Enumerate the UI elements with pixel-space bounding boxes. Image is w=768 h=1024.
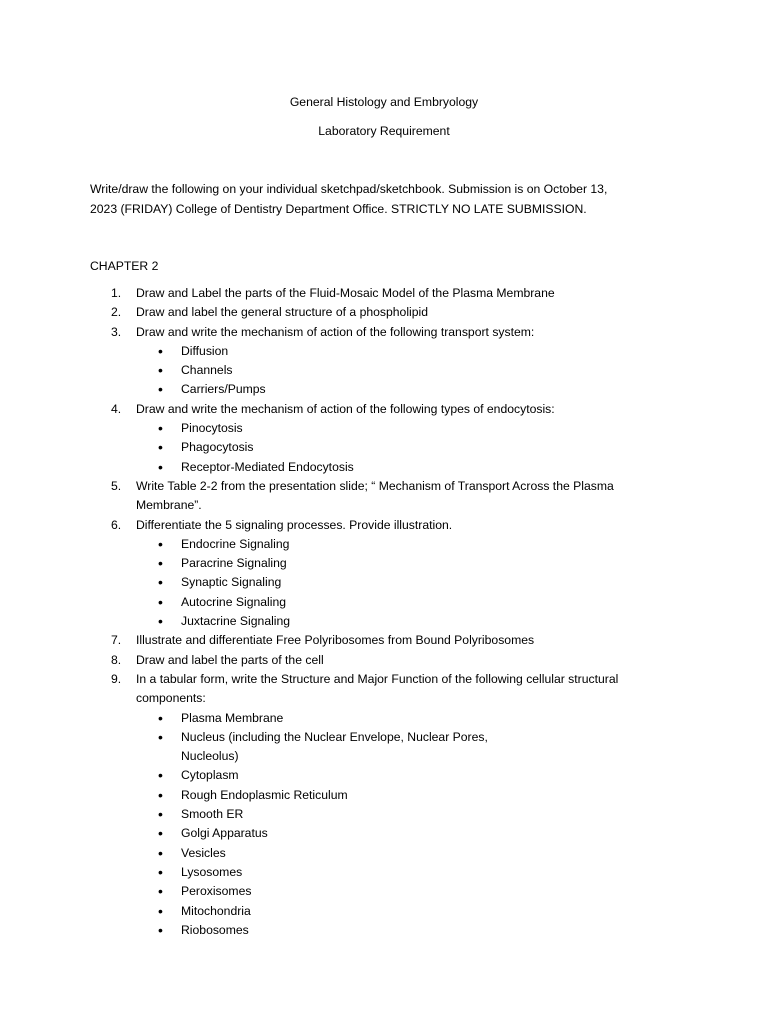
bullet-list [0,535,545,631]
bullet-list [0,342,545,400]
bullet-item [0,882,545,901]
item-number: 8. [111,652,122,667]
bullet-item [0,380,545,399]
course-title: General Histology and Embryology [289,95,479,109]
bullet-item [0,438,545,457]
bullet-icon: • [158,844,163,861]
bullet-text: Endocrine Signaling [181,536,290,551]
bullet-item [0,805,545,824]
bullet-icon: • [158,883,163,900]
item-number: 3. [111,324,122,339]
bullet-text: Juxtacrine Signaling [181,614,291,629]
bullet-item [0,419,545,438]
bullet-item [0,766,545,785]
bullet-text: Diffusion [181,343,229,358]
bullet-icon: • [158,381,163,398]
list-item [0,400,681,419]
list-item [0,670,681,709]
bullet-text: Channels [181,363,233,378]
bullet-item [0,728,545,767]
bullet-text: Peroxisomes [181,884,252,899]
bullet-text: Plasma Membrane [181,710,284,725]
item-text: components: [136,691,206,706]
bullet-icon: • [158,535,163,552]
sub-list-container [0,535,545,631]
list-item [0,323,681,342]
bullet-item [0,844,545,863]
bullet-icon: • [158,921,163,938]
bullet-icon: • [158,458,163,475]
bullet-icon: • [158,786,163,803]
bullet-item [0,863,545,882]
chapter-heading: CHAPTER 2 [90,259,159,273]
bullet-item [0,458,545,477]
item-text: Draw and write the mechanism of action of the following types of endocytosis: [136,401,555,416]
bullet-text: Rough Endoplasmic Reticulum [181,787,348,802]
item-text: Differentiate the 5 signaling processes. Provide illustration. [136,517,453,532]
item-text: Draw and label the general structure of a phospholipid [136,305,429,320]
item-number: 5. [111,478,122,493]
document-subtitle: Laboratory Requirement [318,124,450,138]
bullet-item [0,535,545,554]
bullet-item [0,361,545,380]
bullet-item [0,573,545,592]
sub-list-container [0,709,545,941]
bullet-text: Vesicles [181,845,226,860]
bullet-icon: • [158,709,163,726]
list-item [0,477,681,516]
bullet-item [0,342,545,361]
item-text: Membrane”. [136,498,202,513]
bullet-icon: • [158,806,163,823]
list-item [0,516,681,535]
bullet-icon: • [158,767,163,784]
list-item [0,631,681,650]
bullet-icon: • [158,593,163,610]
bullet-text: Mitochondria [181,903,251,918]
bullet-icon: • [158,574,163,591]
bullet-icon: • [158,439,163,456]
bullet-text: Synaptic Signaling [181,575,282,590]
bullet-icon: • [158,825,163,842]
item-number: 2. [111,305,122,320]
bullet-icon: • [158,342,163,359]
list-item [0,651,681,670]
bullet-icon: • [158,420,163,437]
item-text: Write Table 2-2 from the presentation slide; “ Mechanism of Transport Across the Plasma [136,478,614,493]
item-text: Draw and Label the parts of the Fluid-Mosaic Model of the Plasma Membrane [136,286,555,300]
item-number: 4. [111,401,122,416]
intro-line-2: 2023 (FRIDAY) College of Dentistry Department Office. STRICTLY NO LATE SUBMISSION. [90,202,587,216]
bullet-text: Lysosomes [181,864,243,879]
bullet-list [0,419,545,477]
bullet-text: Receptor-Mediated Endocytosis [181,459,354,474]
bullet-icon: • [158,555,163,572]
bullet-text: Golgi Apparatus [181,826,268,841]
bullet-item [0,554,545,573]
bullet-list [0,709,545,941]
bullet-icon: • [158,613,163,630]
sub-list-container [0,342,545,400]
item-number: 6. [111,517,122,532]
bullet-text: Nucleus (including the Nuclear Envelope, Nuclear Pores, Nucleolus) [181,729,488,764]
bullet-text: Riobosomes [181,922,249,937]
item-number: 1. [111,286,122,300]
bullet-text: Cytoplasm [181,768,239,783]
bullet-icon: • [158,362,163,379]
bullet-item [0,709,545,728]
bullet-item [0,921,545,940]
intro-line-1: Write/draw the following on your individual sketchpad/sketchbook. Submission is on October 13, [90,182,608,196]
bullet-item [0,593,545,612]
bullet-text: Autocrine Signaling [181,594,287,609]
bullet-text: Carriers/Pumps [181,382,266,397]
item-text: In a tabular form, write the Structure and Major Function of the following cellular structural [136,671,619,686]
bullet-text: Phagocytosis [181,440,254,455]
item-text: Draw and label the parts of the cell [136,652,324,667]
bullet-text: Paracrine Signaling [181,556,287,571]
list-item [0,303,681,322]
bullet-item [0,786,545,805]
list-item [0,284,681,303]
bullet-text: Pinocytosis [181,421,243,436]
sub-list-container [0,419,545,477]
bullet-icon: • [158,902,163,919]
item-text: Draw and write the mechanism of action of the following transport system: [136,324,535,339]
item-number: 7. [111,633,122,648]
bullet-icon: • [158,728,163,745]
item-text: Illustrate and differentiate Free Polyribosomes from Bound Polyribosomes [136,633,535,648]
bullet-text: Smooth ER [181,807,244,822]
bullet-item [0,824,545,843]
bullet-item [0,612,545,631]
bullet-icon: • [158,863,163,880]
requirements-list [0,284,681,940]
item-number: 9. [111,671,122,686]
bullet-item [0,902,545,921]
